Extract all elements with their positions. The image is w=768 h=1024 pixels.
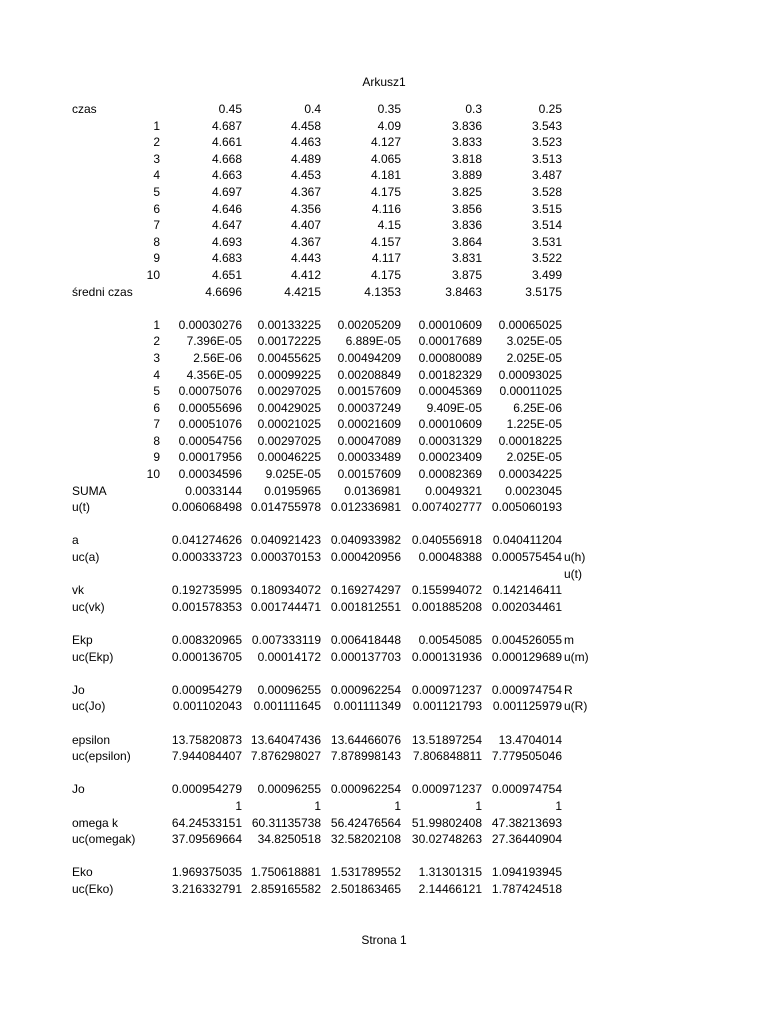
row-index: 3 <box>153 350 160 365</box>
table-row <box>72 234 692 251</box>
cell-value: 0.000954279 <box>171 682 242 697</box>
cell-value: 0.00096255 <box>257 782 321 797</box>
table-row <box>72 333 692 350</box>
cell-value: 4.661 <box>211 135 242 150</box>
row-index: 7 <box>153 417 160 432</box>
cell-value: 13.51897254 <box>411 732 482 747</box>
cell-value: 4.646 <box>211 201 242 216</box>
cell-value: 1.531789552 <box>330 865 401 880</box>
cell-value: 47.38213693 <box>491 815 562 830</box>
row-label: Jo <box>72 782 85 797</box>
cell-value: 1.787424518 <box>491 881 562 896</box>
cell-value: 0.00133225 <box>257 317 321 332</box>
row-label: Eko <box>72 865 93 880</box>
cell-value: 0.00023409 <box>418 450 482 465</box>
cell-value: 3.875 <box>451 267 482 282</box>
row-label: uc(epsilon) <box>72 749 131 764</box>
cell-value: 13.4704014 <box>498 732 562 747</box>
table-row <box>72 499 692 516</box>
cell-value: 0.001102043 <box>172 699 242 714</box>
cell-value: 2.14466121 <box>418 881 482 896</box>
cell-value: 3.825 <box>451 184 482 199</box>
cell-value: 0.000575454 <box>491 550 562 565</box>
cell-value: 1 <box>235 798 242 813</box>
cell-value: 2.56E-06 <box>193 350 242 365</box>
row-index: 8 <box>153 234 160 249</box>
side-note: u(m) <box>564 649 589 664</box>
cell-value: 0.000333723 <box>171 550 242 565</box>
table-row <box>72 250 692 267</box>
cell-value: 3.523 <box>531 135 562 150</box>
row-index: 5 <box>153 184 160 199</box>
cell-value: 4.693 <box>211 234 242 249</box>
cell-value: 3.836 <box>451 218 482 233</box>
cell-value: 0.008320965 <box>171 633 242 647</box>
blank-row <box>72 715 692 732</box>
table-row <box>72 566 692 583</box>
cell-value: 0.00093025 <box>498 367 562 382</box>
row-label: czas <box>72 102 97 116</box>
cell-value: 4.683 <box>211 251 242 266</box>
table-row <box>72 815 692 832</box>
row-label: uc(a) <box>72 550 100 565</box>
cell-value: 0.169274297 <box>330 583 401 598</box>
row-index: 9 <box>153 450 160 465</box>
cell-value: 0.004526055 <box>491 633 562 647</box>
table-row <box>72 698 692 715</box>
cell-value: 0.35 <box>377 102 401 116</box>
row-label: epsilon <box>72 732 111 747</box>
cell-value: 1.225E-05 <box>506 417 562 432</box>
cell-value: 13.64047436 <box>250 732 321 747</box>
cell-value: 4.175 <box>370 267 401 282</box>
cell-value: 3.889 <box>451 168 482 183</box>
cell-value: 0.000131936 <box>411 649 482 664</box>
table-row <box>72 317 692 334</box>
cell-value: 2.025E-05 <box>506 450 562 465</box>
cell-value: 0.155994072 <box>411 583 482 598</box>
cell-value: 0.001111645 <box>253 699 321 714</box>
cell-value: 27.36440904 <box>491 832 562 847</box>
row-index: 9 <box>153 251 160 266</box>
cell-value: 0.00208849 <box>337 367 401 382</box>
cell-value: 0.0136981 <box>344 483 401 498</box>
cell-value: 0.00082369 <box>418 467 482 482</box>
cell-value: 0.4 <box>304 102 321 116</box>
cell-value: 3.531 <box>531 234 562 249</box>
table-row <box>72 184 692 201</box>
cell-value: 0.00011025 <box>499 384 562 399</box>
cell-value: 4.117 <box>371 251 401 266</box>
blank-row <box>72 665 692 682</box>
cell-value: 0.00034225 <box>498 467 562 482</box>
cell-value: 2.025E-05 <box>506 350 562 365</box>
cell-value: 4.407 <box>290 218 321 233</box>
table-row <box>72 881 692 898</box>
table-row <box>72 682 692 699</box>
row-index: 3 <box>153 151 160 166</box>
cell-value: 0.00429025 <box>257 400 321 415</box>
blank-row <box>72 848 692 865</box>
cell-value: 0.00021025 <box>257 417 321 432</box>
cell-value: 1.094193945 <box>491 865 562 880</box>
row-label: uc(Eko) <box>72 881 114 896</box>
row-index: 4 <box>153 367 160 382</box>
cell-value: 0.25 <box>538 102 562 116</box>
cell-value: 0.001885208 <box>411 599 482 614</box>
cell-value: 4.116 <box>371 201 401 216</box>
cell-value: 0.00205209 <box>337 317 401 332</box>
blank-row <box>72 300 692 317</box>
cell-value: 4.651 <box>211 267 242 282</box>
cell-value: 0.00297025 <box>257 384 321 399</box>
cell-value: 60.31135738 <box>251 815 321 830</box>
table-row <box>72 416 692 433</box>
cell-value: 6.25E-06 <box>513 400 562 415</box>
table-row <box>72 134 692 151</box>
side-note: m <box>564 633 574 647</box>
cell-value: 3.856 <box>451 201 482 216</box>
cell-value: 56.42476564 <box>330 815 401 830</box>
cell-value: 0.180934072 <box>250 583 321 598</box>
cell-value: 7.876298027 <box>250 749 321 764</box>
cell-value: 0.006418448 <box>330 633 401 647</box>
row-index: 10 <box>146 267 160 282</box>
table-row <box>72 599 692 616</box>
cell-value: 0.00030276 <box>178 317 242 332</box>
cell-value: 3.487 <box>531 168 562 183</box>
table-row <box>72 201 692 218</box>
cell-value: 4.367 <box>290 184 321 199</box>
cell-value: 7.878998143 <box>330 749 401 764</box>
cell-value: 4.127 <box>370 135 401 150</box>
cell-value: 0.00014172 <box>257 649 321 664</box>
row-index: 1 <box>153 118 160 133</box>
cell-value: 37.09569664 <box>171 832 242 847</box>
cell-value: 3.522 <box>531 251 562 266</box>
cell-value: 6.889E-05 <box>345 334 401 349</box>
cell-value: 3.543 <box>531 118 562 133</box>
cell-value: 0.000954279 <box>171 782 242 797</box>
cell-value: 3.513 <box>531 151 562 166</box>
cell-value: 0.000137703 <box>330 649 401 664</box>
row-index: 2 <box>153 135 160 150</box>
cell-value: 0.00157609 <box>337 384 401 399</box>
table-row <box>72 267 692 284</box>
table-row <box>72 383 692 400</box>
cell-value: 0.040933982 <box>330 533 401 548</box>
cell-value: 9.409E-05 <box>426 400 482 415</box>
cell-value: 0.040411204 <box>492 533 562 548</box>
table-row <box>72 632 692 649</box>
cell-value: 0.014755978 <box>250 500 321 515</box>
row-index: 6 <box>153 201 160 216</box>
cell-value: 7.779505046 <box>491 749 562 764</box>
cell-value: 3.528 <box>531 184 562 199</box>
cell-value: 0.3 <box>465 102 482 116</box>
row-index: 5 <box>153 384 160 399</box>
cell-value: 0.00494209 <box>337 350 401 365</box>
side-note: u(t) <box>564 566 582 581</box>
cell-value: 0.002034461 <box>491 599 562 614</box>
cell-value: 4.668 <box>211 151 242 166</box>
cell-value: 3.818 <box>451 151 482 166</box>
table-row <box>72 350 692 367</box>
row-label: SUMA <box>72 483 107 498</box>
table-row <box>72 649 692 666</box>
cell-value: 4.412 <box>290 267 321 282</box>
cell-value: 0.005060193 <box>491 500 562 515</box>
cell-value: 0.000962254 <box>330 782 401 797</box>
cell-value: 0.00046225 <box>257 450 321 465</box>
row-index: 6 <box>153 400 160 415</box>
table-row <box>72 549 692 566</box>
table-row <box>72 466 692 483</box>
table-row <box>72 532 692 549</box>
table-row <box>72 864 692 881</box>
cell-value: 0.00033489 <box>337 450 401 465</box>
row-label: uc(Ekp) <box>72 649 114 664</box>
cell-value: 3.515 <box>531 201 562 216</box>
cell-value: 0.001125979 <box>492 699 562 714</box>
cell-value: 0.012336981 <box>330 500 401 515</box>
cell-value: 30.02748263 <box>411 832 482 847</box>
row-label: uc(Jo) <box>72 699 106 714</box>
cell-value: 4.458 <box>290 118 321 133</box>
cell-value: 0.00031329 <box>418 433 482 448</box>
cell-value: 1 <box>475 798 482 813</box>
cell-value: 0.00051076 <box>178 417 242 432</box>
cell-value: 0.040556918 <box>411 533 482 548</box>
cell-value: 4.15 <box>377 218 401 233</box>
cell-value: 0.00047089 <box>337 433 401 448</box>
cell-value: 3.833 <box>451 135 482 150</box>
blank-row <box>72 615 692 632</box>
blank-row <box>72 765 692 782</box>
cell-value: 0.000971237 <box>411 782 482 797</box>
row-label: średni czas <box>72 284 133 299</box>
cell-value: 4.175 <box>370 184 401 199</box>
cell-value: 4.443 <box>290 251 321 266</box>
side-note: u(h) <box>564 550 586 565</box>
row-index: 1 <box>153 317 160 332</box>
cell-value: 4.697 <box>211 184 242 199</box>
table-row <box>72 732 692 749</box>
cell-value: 0.00021609 <box>337 417 401 432</box>
cell-value: 0.00010609 <box>418 317 482 332</box>
table-row <box>72 284 692 301</box>
table-row <box>72 118 692 135</box>
cell-value: 0.001111349 <box>333 699 401 714</box>
cell-value: 4.663 <box>211 168 242 183</box>
cell-value: 3.836 <box>451 118 482 133</box>
table-row <box>72 367 692 384</box>
table-row <box>72 101 692 118</box>
cell-value: 64.24533151 <box>171 815 242 830</box>
cell-value: 0.007402777 <box>411 500 482 515</box>
cell-value: 3.8463 <box>445 284 482 299</box>
cell-value: 0.00017956 <box>178 450 242 465</box>
cell-value: 3.831 <box>451 251 482 266</box>
cell-value: 0.00010609 <box>418 417 482 432</box>
table-row <box>72 582 692 599</box>
cell-value: 0.00157609 <box>337 467 401 482</box>
cell-value: 4.356E-05 <box>186 367 242 382</box>
cell-value: 3.025E-05 <box>506 334 562 349</box>
blank-row <box>72 516 692 533</box>
row-label: uc(vk) <box>72 599 105 614</box>
cell-value: 3.499 <box>531 267 562 282</box>
cell-value: 0.0195965 <box>264 483 321 498</box>
table-row <box>72 798 692 815</box>
cell-value: 0.00037249 <box>337 400 401 415</box>
cell-value: 0.00055696 <box>178 400 242 415</box>
cell-value: 51.99802408 <box>411 815 482 830</box>
table-row <box>72 433 692 450</box>
cell-value: 3.216332791 <box>171 881 242 896</box>
cell-value: 0.00455625 <box>257 350 321 365</box>
cell-value: 0.001744471 <box>250 599 321 614</box>
cell-value: 4.356 <box>290 201 321 216</box>
cell-value: 0.0033144 <box>185 483 242 498</box>
cell-value: 0.001812551 <box>330 599 401 614</box>
cell-value: 0.041274626 <box>171 533 242 548</box>
cell-value: 3.864 <box>451 234 482 249</box>
cell-value: 0.007333119 <box>251 633 321 647</box>
cell-value: 0.00182329 <box>418 367 482 382</box>
cell-value: 0.040921423 <box>250 533 321 548</box>
cell-value: 4.489 <box>290 151 321 166</box>
cell-value: 0.00054756 <box>178 433 242 448</box>
cell-value: 0.0023045 <box>505 483 562 498</box>
cell-value: 0.001121793 <box>412 699 482 714</box>
row-label: a <box>72 533 79 548</box>
table-row <box>72 748 692 765</box>
row-index: 8 <box>153 433 160 448</box>
cell-value: 4.4215 <box>284 284 321 299</box>
table-row <box>72 167 692 184</box>
cell-value: 4.463 <box>290 135 321 150</box>
page-footer: Strona 1 <box>361 933 407 947</box>
cell-value: 0.000129689 <box>491 649 562 664</box>
cell-value: 0.00048388 <box>418 550 482 565</box>
cell-value: 4.367 <box>290 234 321 249</box>
side-note: u(R) <box>564 699 588 714</box>
cell-value: 4.1353 <box>364 284 401 299</box>
spreadsheet-table <box>72 101 692 898</box>
row-index: 10 <box>146 467 160 482</box>
side-note: R <box>564 682 573 697</box>
table-row <box>72 449 692 466</box>
cell-value: 0.001578353 <box>171 599 242 614</box>
cell-value: 0.45 <box>218 102 242 116</box>
cell-value: 0.000974754 <box>491 682 562 697</box>
cell-value: 0.00172225 <box>257 334 321 349</box>
table-row <box>72 483 692 500</box>
cell-value: 32.58202108 <box>330 832 401 847</box>
cell-value: 7.806848811 <box>412 749 482 764</box>
cell-value: 1.31301315 <box>418 865 482 880</box>
cell-value: 4.453 <box>290 168 321 183</box>
row-label: Ekp <box>72 633 93 647</box>
cell-value: 0.00099225 <box>257 367 321 382</box>
table-row <box>72 831 692 848</box>
cell-value: 34.8250518 <box>257 832 321 847</box>
cell-value: 0.192735995 <box>171 583 242 598</box>
cell-value: 0.00034596 <box>178 467 242 482</box>
row-index: 4 <box>153 168 160 183</box>
row-label: uc(omegak) <box>72 832 136 847</box>
row-label: omega k <box>72 815 119 830</box>
cell-value: 0.000420956 <box>330 550 401 565</box>
cell-value: 0.142146411 <box>492 583 562 598</box>
row-index: 7 <box>153 218 160 233</box>
cell-value: 0.000974754 <box>491 782 562 797</box>
sheet-title: Arkusz1 <box>362 75 406 89</box>
cell-value: 0.00080089 <box>418 350 482 365</box>
row-index: 2 <box>153 334 160 349</box>
table-row <box>72 151 692 168</box>
cell-value: 7.396E-05 <box>186 334 242 349</box>
cell-value: 0.006068498 <box>171 500 242 515</box>
cell-value: 0.00018225 <box>498 433 562 448</box>
cell-value: 0.0049321 <box>425 483 482 498</box>
table-row <box>72 781 692 798</box>
cell-value: 4.687 <box>211 118 242 133</box>
cell-value: 0.00075076 <box>178 384 242 399</box>
cell-value: 0.00065025 <box>498 317 562 332</box>
cell-value: 4.065 <box>370 151 401 166</box>
cell-value: 0.00017689 <box>418 334 482 349</box>
cell-value: 0.000370153 <box>250 550 321 565</box>
cell-value: 2.859165582 <box>250 881 321 896</box>
cell-value: 9.025E-05 <box>265 467 321 482</box>
cell-value: 1 <box>314 798 321 813</box>
cell-value: 13.64466076 <box>330 732 401 747</box>
cell-value: 0.00096255 <box>257 682 321 697</box>
cell-value: 0.00045369 <box>418 384 482 399</box>
table-row <box>72 217 692 234</box>
cell-value: 0.000136705 <box>171 649 242 664</box>
cell-value: 0.00545085 <box>418 633 482 647</box>
cell-value: 1.969375035 <box>171 865 242 880</box>
cell-value: 4.09 <box>377 118 401 133</box>
cell-value: 4.6696 <box>205 284 242 299</box>
cell-value: 1.750618881 <box>250 865 321 880</box>
cell-value: 1 <box>555 798 562 813</box>
cell-value: 0.000962254 <box>330 682 401 697</box>
cell-value: 4.181 <box>370 168 401 183</box>
cell-value: 7.944084407 <box>171 749 242 764</box>
cell-value: 0.000971237 <box>411 682 482 697</box>
cell-value: 0.00297025 <box>257 433 321 448</box>
cell-value: 3.5175 <box>525 284 562 299</box>
cell-value: 4.157 <box>370 234 401 249</box>
cell-value: 2.501863465 <box>330 881 401 896</box>
table-row <box>72 400 692 417</box>
cell-value: 4.647 <box>211 218 242 233</box>
cell-value: 1 <box>394 798 401 813</box>
row-label: vk <box>72 583 84 598</box>
row-label: u(t) <box>72 500 90 515</box>
cell-value: 3.514 <box>531 218 562 233</box>
cell-value: 13.75820873 <box>171 732 242 747</box>
row-label: Jo <box>72 682 85 697</box>
